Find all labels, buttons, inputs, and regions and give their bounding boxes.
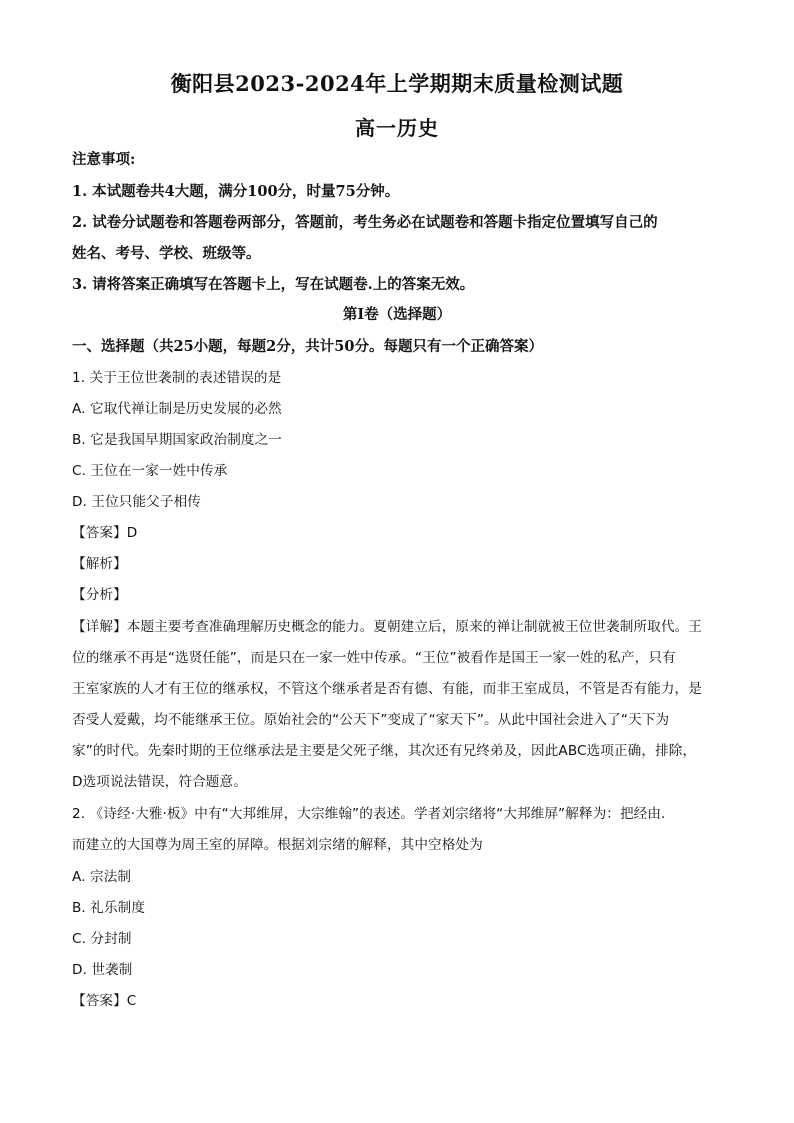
question-stem: 2. 《诗经·大雅·板》中有“大邦维屏，大宗维翰”的表述。学者刘宗绪将“大邦维屏”解释为：把经由. xyxy=(72,806,666,822)
analysis-label: 【解析】 xyxy=(72,556,127,572)
notice-item: 3. 请将答案正确填写在答题卡上，写在试题卷.上的答案无效。 xyxy=(72,276,475,293)
question-option: B. 礼乐制度 xyxy=(72,900,146,916)
answer-label: 【答案】D xyxy=(72,525,138,541)
explanation-line: 王室家族的人才有王位的继承权，不管这个继承者是否有德、有能，而非王室成员，不管是否有能力，是 xyxy=(72,681,702,697)
question-option: A. 它取代禅让制是历史发展的必然 xyxy=(72,401,282,417)
explanation-line: 否受人爱戴，均不能继承王位。原始社会的“公天下”变成了“家天下”。从此中国社会进入了“天下为 xyxy=(72,712,670,728)
notice-item: 2. 试卷分试题卷和答题卷两部分，答题前，考生务必在试题卷和答题卡指定位置填写自己的 xyxy=(72,214,658,231)
notice-item: 姓名、考号、学校、班级等。 xyxy=(72,245,261,262)
exam-title: 衡阳县2023-2024年上学期期末质量检测试题 xyxy=(170,71,624,96)
question-option: D. 世袭制 xyxy=(72,962,133,978)
question-option: D. 王位只能父子相传 xyxy=(72,494,201,510)
answer-label: 【答案】C xyxy=(72,993,137,1009)
question-stem: 而建立的大国尊为周王室的屏障。根据刘宗绪的解释，其中空格处为 xyxy=(72,837,483,853)
notice-heading: 注意事项: xyxy=(72,151,136,168)
question-option: C. 王位在一家一姓中传承 xyxy=(72,463,228,479)
explanation-line: 家”的时代。先秦时期的王位继承法是主要是父死子继，其次还有兄终弟及，因此ABC选项正确，排除， xyxy=(72,743,697,759)
question-option: B. 它是我国早期国家政治制度之一 xyxy=(72,432,282,448)
part-title: 第I卷（选择题） xyxy=(342,306,452,323)
explanation-line: 【详解】本题主要考查准确理解历史概念的能力。夏朝建立后，原来的禅让制就被王位世袭制所取代。王 xyxy=(72,619,702,635)
exam-subject: 高一历史 xyxy=(355,116,439,140)
question-option: C. 分封制 xyxy=(72,931,132,947)
analysis-label: 【分析】 xyxy=(72,587,127,603)
notice-item: 1. 本试题卷共4大题，满分100分，时量75分钟。 xyxy=(72,183,400,200)
question-option: A. 宗法制 xyxy=(72,869,132,885)
section-heading: 一、选择题（共25小题，每题2分，共计50分。每题只有一个正确答案） xyxy=(72,338,543,355)
explanation-line: 位的继承不再是“选贤任能”，而是只在一家一姓中传承。“王位”被看作是国王一家一姓的私产，只有 xyxy=(72,650,676,666)
explanation-line: D选项说法错误，符合题意。 xyxy=(72,774,247,790)
question-stem: 1. 关于王位世袭制的表述错误的是 xyxy=(72,370,282,386)
